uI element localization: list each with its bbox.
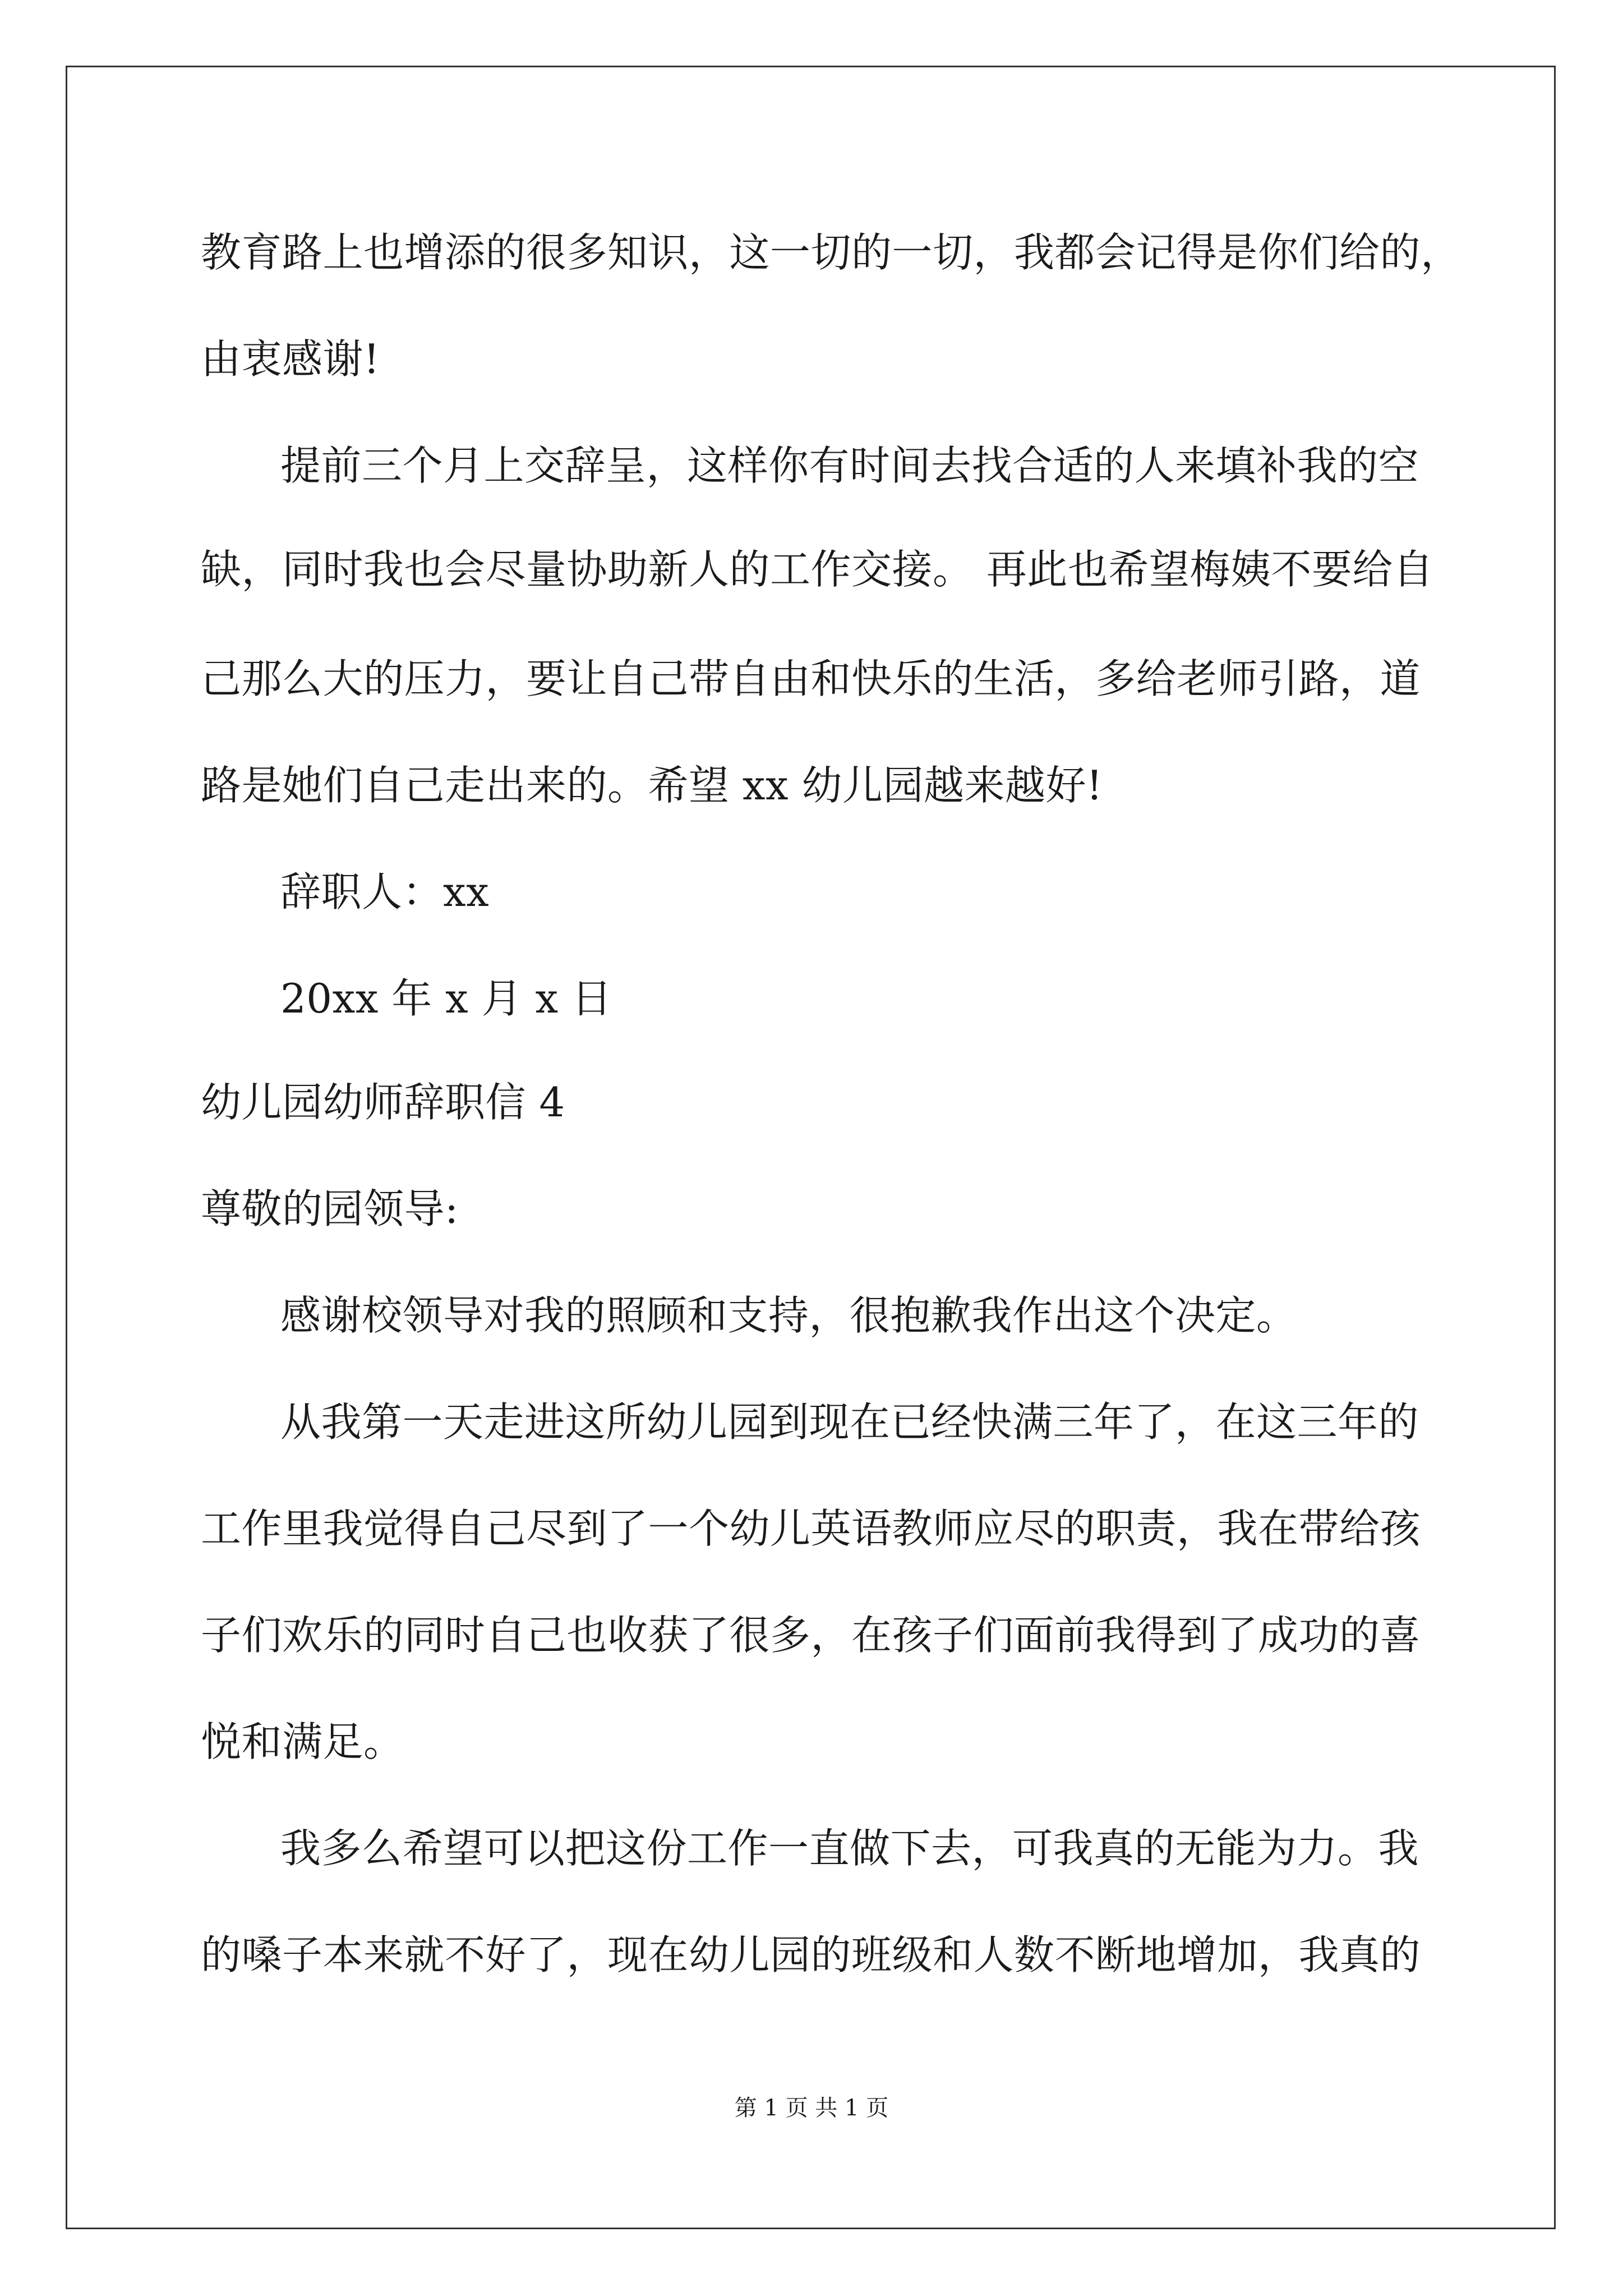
body-line: 感谢校领导对我的照顾和支持，很抱歉我作出这个决定。: [280, 1292, 1297, 1339]
body-line: 教育路上也增添的很多知识，这一切的一切，我都会记得是你们给的，: [201, 229, 1461, 276]
body-line: 路是她们自己走出来的。希望 xx 幼儿园越来越好!: [201, 762, 1103, 809]
body-line: 悦和满足。: [201, 1718, 404, 1765]
body-line: 工作里我觉得自己尽到了一个幼儿英语教师应尽的职责，我在带给孩: [201, 1505, 1421, 1552]
body-line: 己那么大的压力，要让自己带自由和快乐的生活，多给老师引路，道: [201, 655, 1421, 702]
body-line: 的嗓子本来就不好了，现在幼儿园的班级和人数不断地增加，我真的: [201, 1931, 1421, 1978]
body-line: 提前三个月上交辞呈，这样你有时间去找合适的人来填补我的空: [280, 442, 1419, 489]
signer-line: 辞职人：xx: [280, 868, 490, 915]
letter-title: 幼儿园幼师辞职信 4: [201, 1079, 565, 1126]
page-footer: 第 1 页 共 1 页: [734, 2095, 889, 2121]
salutation: 尊敬的园领导:: [201, 1185, 459, 1232]
page-border: [66, 66, 1556, 2229]
body-line: 从我第一天走进这所幼儿园到现在已经快满三年了，在这三年的: [280, 1398, 1419, 1446]
body-line: 我多么希望可以把这份工作一直做下去，可我真的无能为力。我: [280, 1825, 1419, 1872]
body-line: 子们欢乐的同时自己也收获了很多，在孩子们面前我得到了成功的喜: [201, 1612, 1421, 1659]
body-line: 由衷感谢!: [201, 335, 380, 383]
body-line: 缺，同时我也会尽量协助新人的工作交接。 再此也希望梅姨不要给自: [201, 546, 1434, 593]
date-line: 20xx 年 x 月 x 日: [280, 975, 612, 1022]
